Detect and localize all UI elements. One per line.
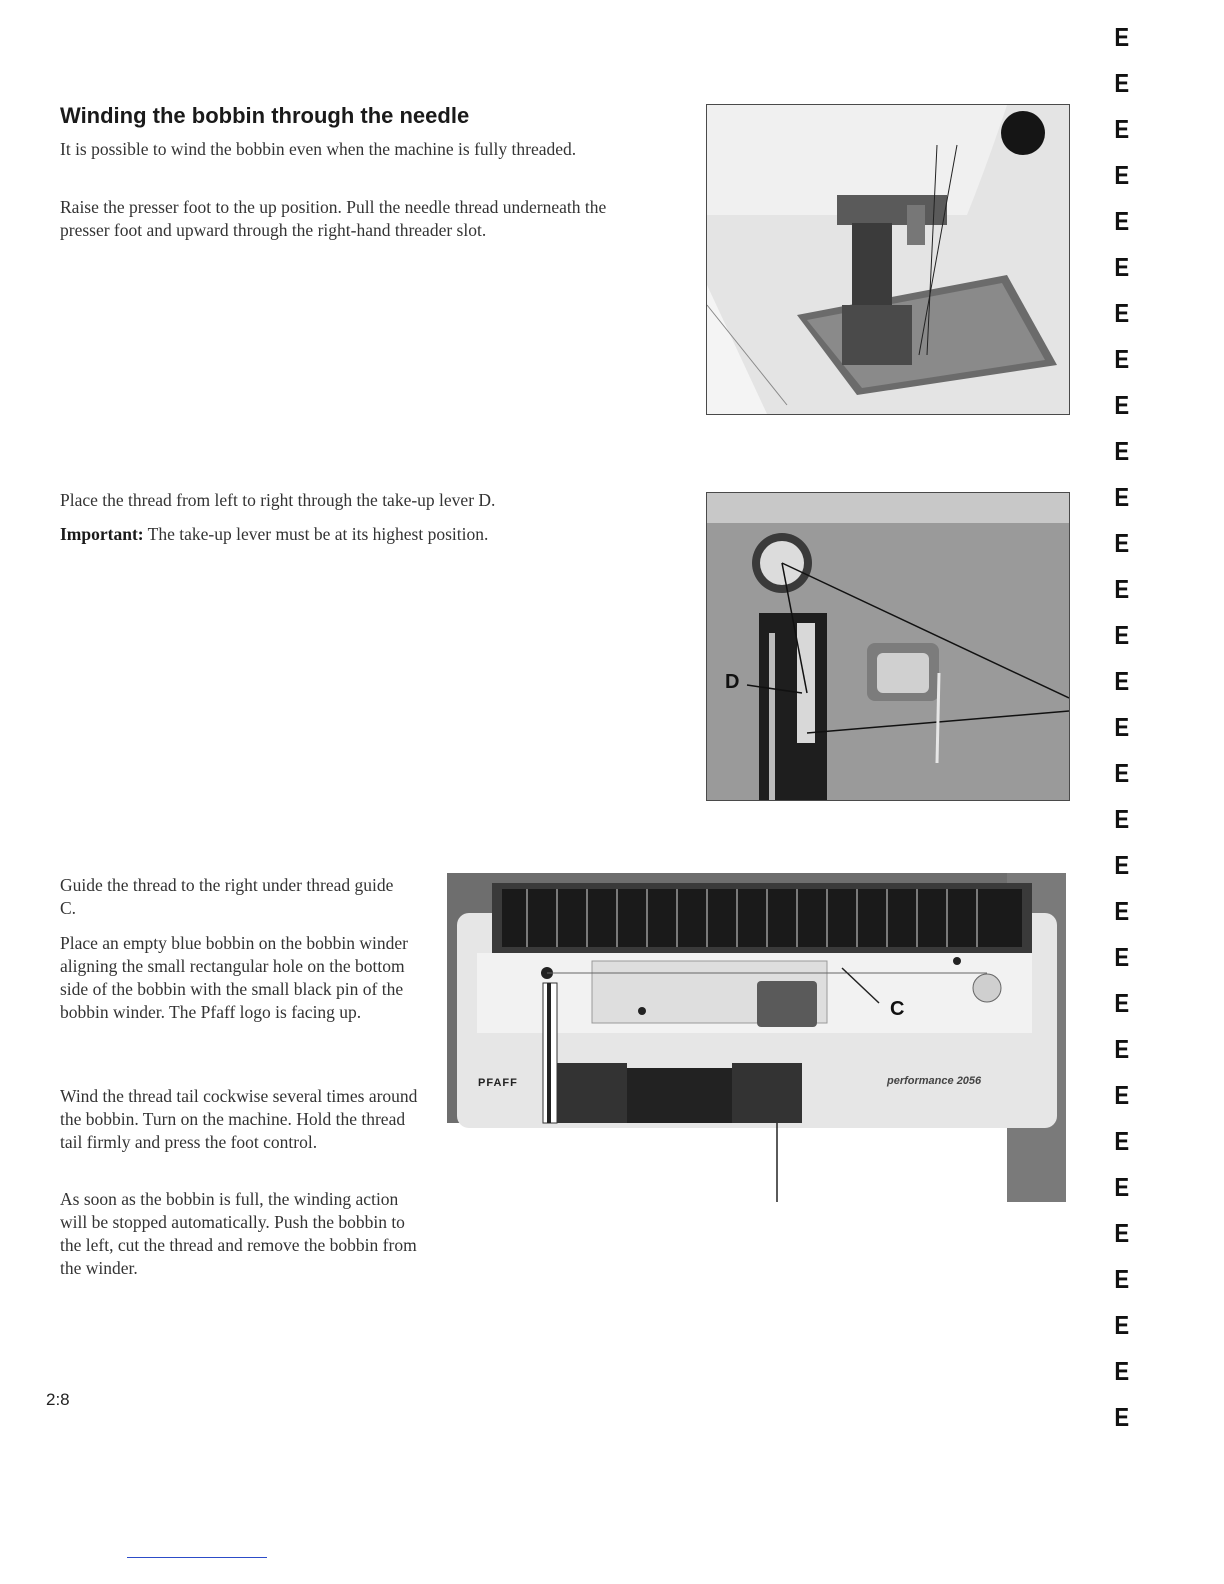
tab-mark: E: [1114, 1356, 1130, 1386]
tab-mark: E: [1114, 896, 1130, 926]
tab-mark: E: [1114, 574, 1130, 604]
tab-mark: E: [1114, 804, 1130, 834]
tab-mark: E: [1114, 1402, 1130, 1432]
callout-c: C: [890, 998, 905, 1020]
edge-index-tabs: [1113, 22, 1137, 1451]
intro-paragraph: It is possible to wind the bobbin even when the machine is fully threaded.: [60, 139, 577, 159]
tab-mark: E: [1114, 22, 1130, 52]
callout-d: D: [725, 671, 740, 693]
tab-mark: E: [1114, 160, 1130, 190]
tab-mark: E: [1114, 1034, 1130, 1064]
tab-mark: E: [1114, 436, 1130, 466]
presser-foot-paragraph: Raise the presser foot to the up position. Pull the needle thread underneath the presser foot and upward through the right-hand threader slot.: [60, 197, 607, 240]
tab-mark: E: [1114, 114, 1130, 144]
tab-mark: E: [1114, 68, 1130, 98]
tab-mark: E: [1114, 1310, 1130, 1340]
tab-mark: E: [1114, 1172, 1130, 1202]
tab-mark: E: [1114, 666, 1130, 696]
tab-mark: E: [1114, 1264, 1130, 1294]
bobbin-placement-paragraph: Place an empty blue bobbin on the bobbin winder aligning the small rectangular hole on the bottom side of the bobbin with the small black pin of the bobbin winder. The Pfaff logo is facing up.: [60, 933, 408, 1022]
tab-mark: E: [1114, 1080, 1130, 1110]
tab-mark: E: [1114, 344, 1130, 374]
tab-mark: E: [1114, 620, 1130, 650]
footer-rule: [127, 1557, 267, 1558]
tab-mark: E: [1114, 252, 1130, 282]
tab-mark: E: [1114, 758, 1130, 788]
winding-paragraph: Wind the thread tail cockwise several times around the bobbin. Turn on the machine. Hold the thread tail firmly and press the foot control.: [60, 1086, 418, 1152]
take-up-paragraph: Place the thread from left to right through the take-up lever D.: [60, 490, 496, 510]
tab-mark: E: [1114, 390, 1130, 420]
thread-guide-paragraph: Guide the thread to the right under thread guide C.: [60, 875, 394, 918]
page-number: 2:8: [46, 1390, 70, 1409]
important-text: The take-up lever must be at its highest position.: [143, 524, 489, 544]
tab-mark: E: [1114, 850, 1130, 880]
take-up-lever-photo: [706, 492, 1070, 801]
important-label: Important:: [60, 524, 144, 544]
tab-mark: E: [1114, 942, 1130, 972]
tab-mark: E: [1114, 528, 1130, 558]
tab-mark: E: [1114, 298, 1130, 328]
model-label: performance 2056: [887, 1075, 982, 1087]
tab-mark: E: [1114, 712, 1130, 742]
important-note: [60, 523, 660, 546]
brand-logo: PFAFF: [478, 1077, 518, 1089]
bobbin-winder-photo: [447, 873, 1066, 1202]
tab-mark: E: [1114, 988, 1130, 1018]
tab-mark: E: [1114, 206, 1130, 236]
section-title: Winding the bobbin through the needle: [60, 103, 470, 128]
presser-foot-photo: [706, 104, 1070, 415]
tab-mark: E: [1114, 1126, 1130, 1156]
bobbin-full-paragraph: As soon as the bobbin is full, the winding action will be stopped automatically. Push the bobbin to the left, cut the thread and remove the bobbin from the winder.: [60, 1189, 417, 1278]
tab-mark: E: [1114, 1218, 1130, 1248]
tab-mark: E: [1114, 482, 1130, 512]
